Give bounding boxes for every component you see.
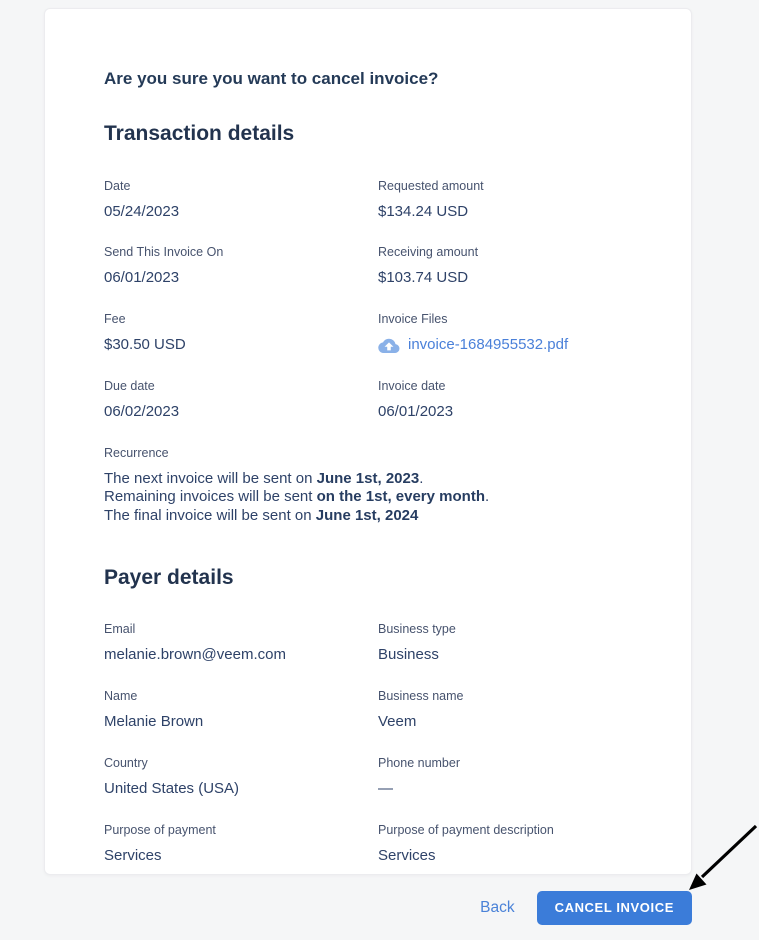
cancel-invoice-dialog	[44, 8, 692, 875]
field-value: $134.24 USD	[378, 202, 469, 220]
field-recurrence	[104, 446, 632, 526]
payer-fields	[104, 622, 632, 889]
field-label: Send This Invoice On	[104, 245, 224, 260]
transaction-fields	[104, 179, 632, 446]
field-label: Receiving amount	[378, 245, 479, 260]
field-label: Purpose of payment description	[378, 822, 554, 837]
field-value: 06/01/2023	[104, 269, 180, 287]
field-value: 05/24/2023	[104, 202, 180, 220]
field-send-this-invoice-on	[104, 245, 378, 288]
dialog-content	[45, 9, 691, 889]
field-label: Fee	[104, 312, 126, 327]
field-value: Services	[104, 846, 162, 864]
payer-details-heading: Payer details	[104, 566, 234, 590]
field-value: melanie.brown@veem.com	[104, 646, 286, 664]
field-label: Country	[104, 755, 148, 770]
field-value: Business	[378, 646, 439, 664]
transaction-details-heading: Transaction details	[104, 122, 295, 146]
field-value: —	[378, 779, 393, 797]
field-value: $103.74 USD	[378, 269, 469, 287]
field-value: Services	[378, 846, 436, 864]
field-label: Business name	[378, 689, 464, 704]
dialog-footer	[44, 875, 692, 940]
field-date	[104, 179, 378, 222]
field-label: Phone number	[378, 755, 461, 770]
field-invoice-date	[378, 379, 632, 422]
field-label: Email	[104, 622, 136, 637]
field-label: Date	[104, 178, 131, 193]
field-label: Requested amount	[378, 178, 484, 193]
field-invoice-files	[378, 312, 632, 355]
field-due-date	[104, 379, 378, 422]
field-fee	[104, 312, 378, 355]
field-value: Melanie Brown	[104, 713, 204, 731]
field-requested-amount	[378, 179, 632, 222]
field-value: 06/02/2023	[104, 402, 180, 420]
invoice-file-row	[378, 336, 632, 355]
cloud-upload-icon	[378, 337, 400, 353]
cancel-invoice-button[interactable]: CANCEL INVOICE	[537, 891, 692, 925]
field-label: Name	[104, 689, 138, 704]
field-value: United States (USA)	[104, 779, 240, 797]
field-business-type	[378, 622, 632, 665]
field-label: Recurrence	[104, 445, 169, 460]
field-label: Purpose of payment	[104, 822, 216, 837]
dialog-title: Are you sure you want to cancel invoice?	[104, 69, 439, 88]
field-label: Business type	[378, 622, 456, 637]
field-value: $30.50 USD	[104, 336, 186, 354]
recurrence-line: Remaining invoices will be sent on the 1st, every month.	[104, 488, 490, 506]
field-purpose-of-payment-description	[378, 823, 632, 866]
field-label: Due date	[104, 378, 155, 393]
field-phone-number	[378, 756, 632, 799]
field-name	[104, 689, 378, 732]
field-business-name	[378, 689, 632, 732]
recurrence-line: The final invoice will be sent on June 1st, 2024	[104, 506, 419, 524]
field-value: 06/01/2023	[378, 402, 454, 420]
field-label: Invoice date	[378, 378, 446, 393]
field-email	[104, 622, 378, 665]
field-label: Invoice Files	[378, 312, 448, 327]
recurrence-line: The next invoice will be sent on June 1st, 2023.	[104, 469, 424, 487]
field-country	[104, 756, 378, 799]
invoice-file-link[interactable]: invoice-1684955532.pdf	[408, 336, 569, 354]
back-button[interactable]: Back	[480, 898, 515, 916]
field-value: Veem	[378, 713, 417, 731]
field-receiving-amount	[378, 245, 632, 288]
field-purpose-of-payment	[104, 823, 378, 866]
